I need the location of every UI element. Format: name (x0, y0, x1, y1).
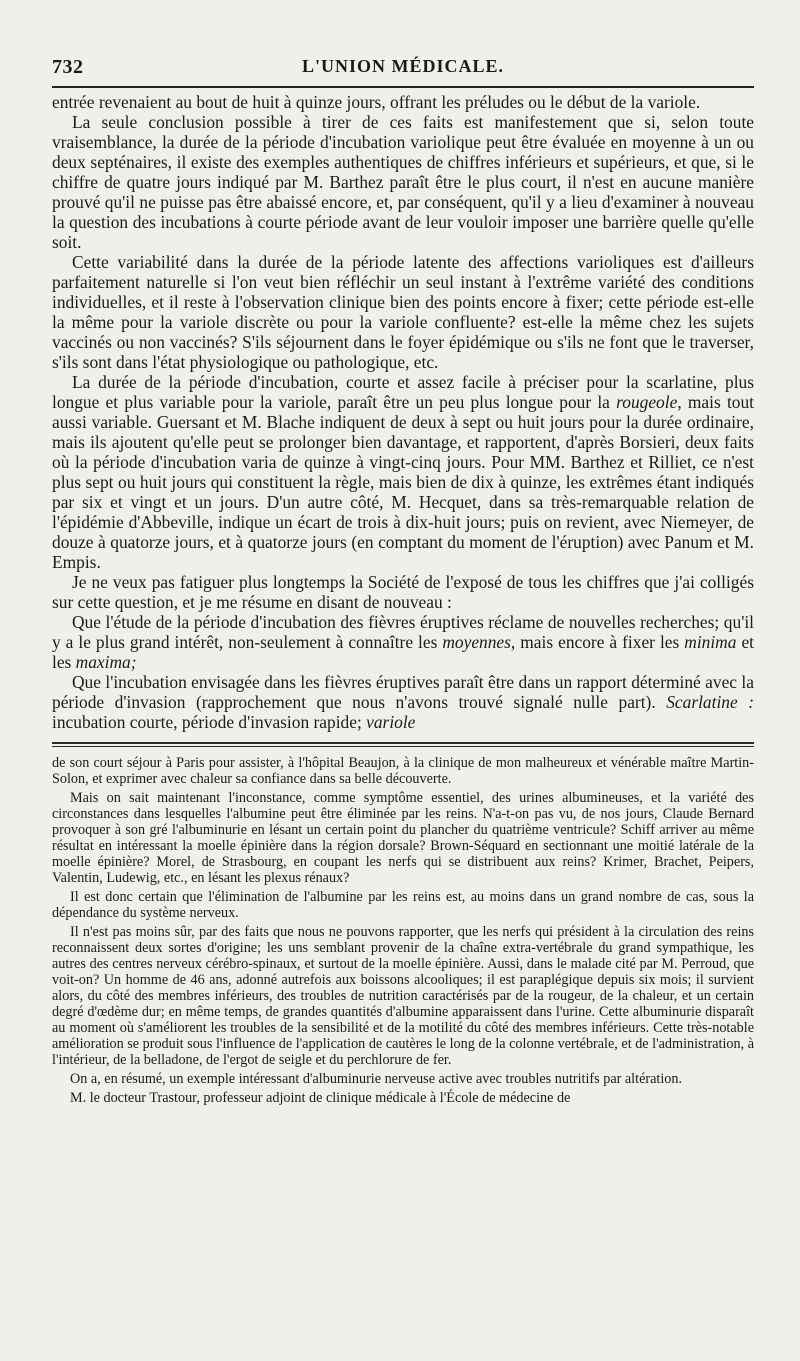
paragraph: Que l'incubation envisagée dans les fièvres éruptives paraît être dans un rapport déterminé avec la période d'invasion (rapprochement que nous n'avons trouvé signalé nulle part). Scarlatine : incubation courte, période d'invasion rapide; variole (52, 672, 754, 732)
footnote-paragraph: Il n'est pas moins sûr, par des faits que nous ne pouvons rapporter, que les nerfs qui président à la circulation des reins reconnaissent deux sortes d'origine; les uns semblant provenir de la chaîne extra-vertébrale du grand sympathique, les autres des centres nerveux cérébro-spinaux, et surtout de la moelle épinière. Aussi, dans le malade cité par M. Perroud, que voit-on? Un homme de 46 ans, adonné autrefois aux boissons alcooliques; il est paraplégique depuis six mois; il survient alors, du côté des membres inférieurs, des troubles de nutrition caractérisés par de la rougeur, de la chaleur, et un certain degré d'œdème dur; en même temps, de grandes quantités d'albumine apparaissent dans l'urine. Cette albuminurie disparaît au moment où s'améliorent les troubles de la sensibilité et de la motilité du côté des membres inférieurs. Cette très-notable amélioration se produit sous l'influence de l'application de cautères le long de la colonne vertébrale, et de l'administration, à l'intérieur, de la belladone, de l'ergot de seigle et du perchlorure de fer. (52, 924, 754, 1068)
paragraph: La durée de la période d'incubation, courte et assez facile à préciser pour la scarlatine, plus longue et plus variable pour la variole, paraît être un peu plus longue pour la rougeole, mais tout aussi variable. Guersant et M. Blache indiquent de deux à sept ou huit jours pour la durée ordinaire, mais ils ajoutent qu'elle peut se prolonger bien davantage, et rapportent, d'après Borsieri, deux faits où la période d'incubation varia de quinze à vingt-cinq jours. Pour MM. Barthez et Rilliet, ce n'est plus sept ou huit jours qui constituent la règle, mais bien de dix à quinze, les extrêmes étant indiqués par six et vingt et un jours. D'un autre côté, M. Hecquet, dans sa très-remarquable relation de l'épidémie d'Abbeville, indique un écart de trois à dix-huit jours; puis on revient, avec Niemeyer, de douze à quatorze jours, et à quatorze jours (en comptant du moment de l'éruption) avec Panum et M. Empis. (52, 372, 754, 572)
footnote-paragraph: Mais on sait maintenant l'inconstance, comme symptôme essentiel, des urines albumineuses, et la variété des circonstances dans lesquelles l'albumine peut être éliminée par les reins. N'a-t-on pas vu, de nos jours, Claude Bernard provoquer à son gré l'albuminurie en lésant un certain point du plancher du quatrième ventricule? Schiff arriver au même résultat en intéressant la moelle épinière dans la région dorsale? Brown-Séquard en sectionnant une moitié latérale de la moelle épinière? Morel, de Strasbourg, en coupant les nerfs qui se distribuent aux reins? Krimer, Brachet, Peipers, Valentin, Ludewig, etc., en lésant les plexus rénaux? (52, 790, 754, 886)
italic-term: moyennes (442, 632, 511, 652)
paragraph: Je ne veux pas fatiguer plus longtemps la Société de l'exposé de tous les chiffres que j'ai colligés sur cette question, et je me résume en disant de nouveau : (52, 572, 754, 612)
footnote-divider (52, 742, 754, 747)
italic-term: minima (684, 632, 737, 652)
paragraph: Que l'étude de la période d'incubation des fièvres éruptives réclame de nouvelles recherches; qu'il y a le plus grand intérêt, non-seulement à connaître les moyennes, mais encore à fixer les minima et les maxima; (52, 612, 754, 672)
footnote-paragraph: M. le docteur Trastour, professeur adjoint de clinique médicale à l'École de médecine de (70, 1090, 571, 1106)
main-text (52, 92, 754, 732)
paragraph: Cette variabilité dans la durée de la période latente des affections varioliques est d'ailleurs parfaitement naturelle si l'on veut bien réfléchir un seul instant à l'extrême variété des conditions individuelles, et il reste à l'observation clinique bien des points encore à fixer; cette période est-elle la même pour la variole discrète ou pour la variole confluente? est-elle la même chez les sujets vaccinés ou non vaccinés? S'ils séjournent dans le foyer épidémique ou s'ils ne font que le traverser, s'ils sont dans l'état physiologique ou pathologique, etc. (52, 252, 754, 372)
footnotes (52, 755, 754, 1106)
paragraph-continued: entrée revenaient au bout de huit à quinze jours, offrant les préludes ou le début de la variole. (52, 92, 701, 112)
italic-term: maxima; (75, 652, 137, 672)
italic-term: Scarlatine : (666, 692, 754, 712)
page-number: 732 (52, 56, 84, 78)
footnote-paragraph: On a, en résumé, un exemple intéressant d'albuminurie nerveuse active avec troubles nutritifs par altération. (70, 1071, 683, 1087)
italic-term: rougeole (616, 392, 678, 412)
paragraph: La seule conclusion possible à tirer de ces faits est manifestement que si, selon toute vraisemblance, la durée de la période d'incubation variolique peut être évaluée en moyenne à un ou deux septénaires, il existe des exemples authentiques de chiffres inférieurs et supérieurs, et que, si le chiffre de quatre jours indiqué par M. Barthez paraît être le plus court, il n'est en aucune manière prouvé qu'il ne puisse pas être abaissé encore, et, par conséquent, qu'il y a lieu d'examiner à nouveau la question des incubations à courte période avant de leur vouloir imposer une barrière quelle qu'elle soit. (52, 112, 754, 252)
page-header (52, 52, 754, 88)
italic-term: variole (366, 712, 416, 732)
footnote-paragraph: de son court séjour à Paris pour assister, à l'hôpital Beaujon, à la clinique de mon malheureux et vénérable maître Martin-Solon, et exprimer avec chaleur sa confiance dans sa belle découverte. (52, 755, 754, 787)
running-head: L'UNION MÉDICALE. (301, 56, 505, 76)
footnote-paragraph: Il est donc certain que l'élimination de l'albumine par les reins est, au moins dans un grand nombre de cas, sous la dépendance du système nerveux. (52, 889, 754, 921)
